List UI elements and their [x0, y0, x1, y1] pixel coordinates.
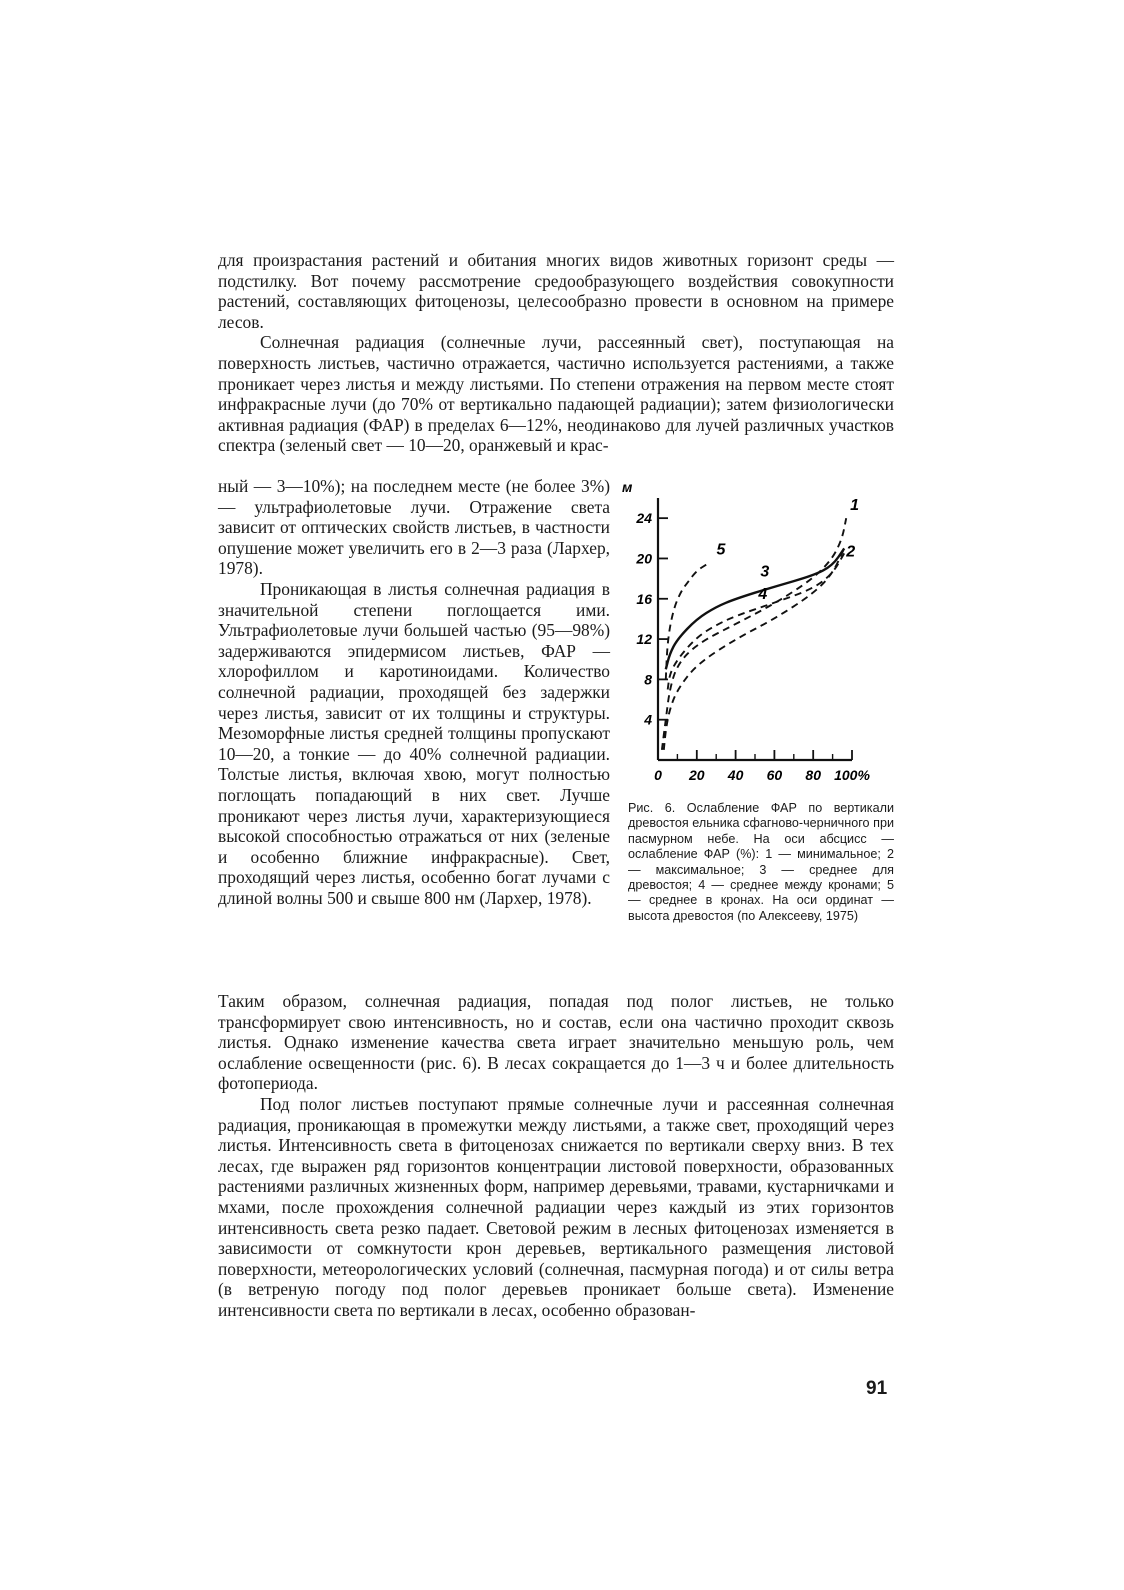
figure-caption-text: Рис. 6. Ослабление ФАР по вертикали древостоя ельника сфагново-черничного при пасмурном небе. На оси абсцисс — ослабление ФАР (%): 1 — минимальное; 2 — максимальное; 3 — среднее для древостоя; 4 — среднее между кронами; 5 — среднее в кронах. На оси ординат — высота древостоя (по Алексееву, 1975)	[628, 801, 894, 923]
figure-6-chart	[620, 476, 894, 798]
series-line-1	[662, 518, 846, 750]
paragraph-solar-radiation: Солнечная радиация (солнечные лучи, рассеянный свет), поступающая на поверхность листьев, частично отражается, частично используется растениями, а также проникает через листья и между листьями. По степени отражения на первом месте стоят инфракрасные лучи (до 70% от вертикально падающей радиации); затем физиологически активная радиация (ФАР) в пределах 6—12%, неодинаково для лучей различных участков спектра (зеленый свет — 10—20, оранжевый и крас-	[218, 332, 894, 456]
y-tick-label: 8	[644, 671, 652, 688]
series-label-4: 4	[758, 585, 768, 603]
x-tick-label: 60	[766, 767, 783, 783]
paragraph-canopy: Под полог листьев поступают прямые солнечные лучи и рассеянная солнечная радиация, проникающая в промежутки между листьями, а также свет, проходящий через листья. Интенсивность света в фитоценозах снижается по вертикали сверху вниз. В тех лесах, где выражен ряд горизонтов концентрации листовой поверхности, образованных растениями различных жизненных форм, например деревьями, травами, кустарничками и мхами, после прохождения солнечной радиации через каждый из этих горизонтов интенсивность света резко падает. Световой режим в лесных фитоценозах изменяется в зависимости от сомкнутости крон деревьев, вертикального размещения листовой поверхности, метеорологических условий (солнечная, пасмурная погода) и от силы ветра (в ветреную погоду под полог деревьев проникает больше света). Изменение интенсивности света по вертикали в лесах, особенно образован-	[218, 1093, 894, 1320]
series-label-1: 1	[850, 497, 860, 515]
y-tick-label: 16	[636, 590, 652, 607]
paragraph-continued: для произрастания растений и обитания многих видов животных горизонт среды — подстилку. Вот почему рассмотрение средообразующего воздействия совокупности растений, составляющих фитоценозы, целесообразно провести в основном на примере лесов.	[218, 250, 894, 332]
series-label-2: 2	[846, 543, 856, 561]
y-tick-label: 12	[636, 631, 652, 648]
left-column-text	[218, 476, 610, 908]
x-tick-label: 20	[689, 767, 705, 783]
y-tick-label: 24	[636, 510, 652, 527]
series-label-5: 5	[716, 541, 726, 559]
top-text-block	[218, 250, 894, 456]
chart-axes	[622, 479, 870, 783]
bottom-text-block	[218, 991, 894, 1321]
y-tick-label: 20	[636, 550, 652, 567]
figure-caption	[628, 801, 894, 924]
y-tick-label: 4	[644, 711, 652, 728]
x-tick-label: 0	[654, 767, 662, 783]
x-tick-label: 40	[727, 767, 744, 783]
series-label-3: 3	[760, 563, 770, 581]
x-tick-label: 80	[805, 767, 821, 783]
paragraph-conclusion: Таким образом, солнечная радиация, попадая под полог листьев, не только трансформирует свою интенсивность, но и состав, если она частично проходит сквозь листья. Однако изменение качества света играет значительно меньшую роль, чем ослабление освещенности (рис. 6). В лесах сокращается до 1—3 ч и более длительность фотопериода.	[218, 991, 894, 1094]
paragraph-penetration: Проникающая в листья солнечная радиация в значительной степени поглощается ими. Ультрафиолетовые лучи большей частью (95—98%) задерживаются эпидермисом листьев, ФАР — хлорофиллом и каротиноидами. Количество солнечной радиации, проходящей без задержки через листья, зависит от их толщины и структуры. Мезоморфные листья средней толщины пропускают 10—20, а тонкие — до 40% солнечной радиации. Толстые листья, включая хвою, могут полностью поглощать попадающий в них свет. Лучше проникают через листья лучи, характеризующиеся высокой способностью отражаться от них (зеленые и особенно ближние инфракрасные). Свет, проходящий через листья, особенно богат лучами с длиной волны 500 и свыше 800 нм (Лархер, 1978).	[218, 578, 610, 908]
page-number: 91	[866, 1378, 888, 1399]
x-tick-label: 100%	[834, 767, 870, 783]
y-axis-unit: м	[622, 479, 633, 495]
series-line-2	[664, 548, 844, 750]
paragraph-reflection: ный — 3—10%); на последнем месте (не более 3%) — ультрафиолетовые лучи. Отражение света зависит от оптических свойств листьев, в частности опушение может увеличить его в 2—3 раза (Лархер, 1978).	[218, 476, 610, 579]
